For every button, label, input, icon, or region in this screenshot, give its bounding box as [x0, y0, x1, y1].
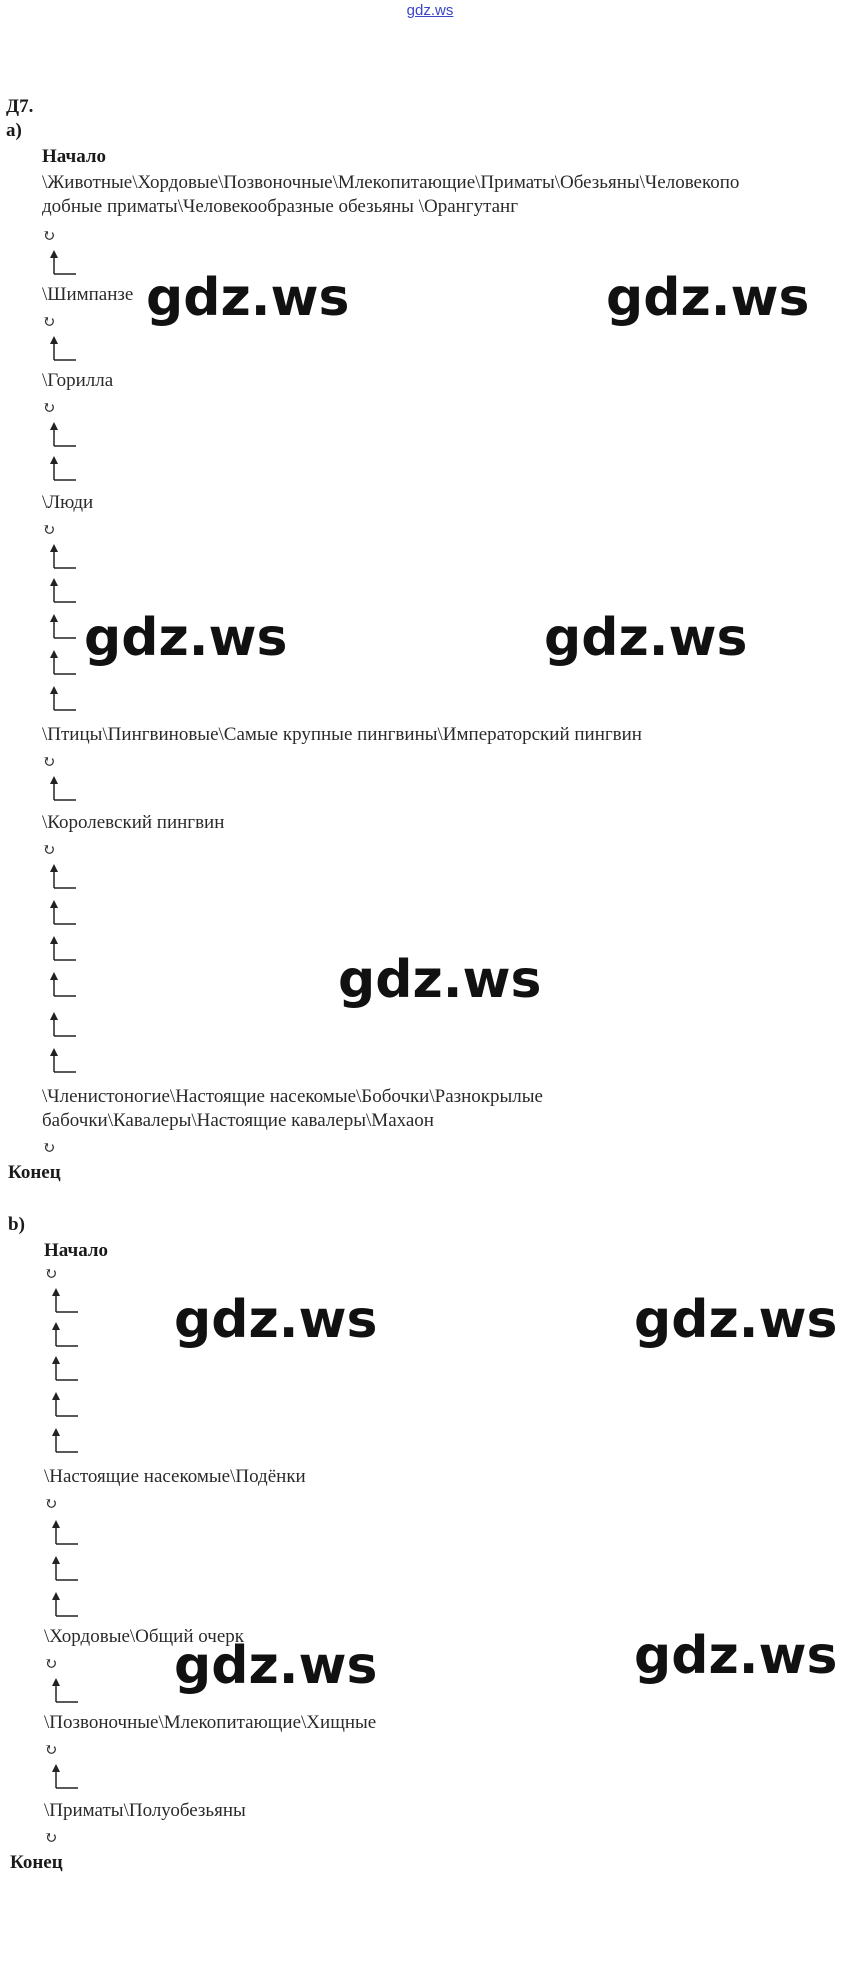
loop-icon: ↻	[42, 314, 56, 331]
loop-icon: ↻	[42, 842, 56, 859]
loop-icon: ↻	[44, 1496, 58, 1513]
part-a-line-1: \Животные\Хордовые\Позвоночные\Млекопитающие\Приматы\Обезьяны\Человекопо	[42, 172, 740, 193]
watermark: gdz.ws	[146, 268, 350, 328]
loop-icon: ↻	[42, 754, 56, 771]
watermark: gdz.ws	[634, 1626, 838, 1686]
return-arrow-icon	[46, 650, 76, 676]
watermark: gdz.ws	[338, 950, 542, 1010]
return-arrow-icon	[48, 1392, 78, 1418]
part-a-line-8: \Членистоногие\Настоящие насекомые\Бобочки\Разнокрылые	[42, 1086, 543, 1107]
task-label: Д7.	[6, 96, 34, 117]
part-b-line-4: \Приматы\Полуобезьяны	[44, 1800, 246, 1821]
loop-icon: ↻	[42, 400, 56, 417]
watermark: gdz.ws	[634, 1290, 838, 1350]
part-a-start: Начало	[42, 146, 107, 167]
return-arrow-icon	[46, 578, 76, 604]
part-b-line-3: \Позвоночные\Млекопитающие\Хищные	[44, 1712, 377, 1733]
part-b-end: Конец	[10, 1852, 63, 1873]
return-arrow-icon	[48, 1322, 78, 1348]
loop-icon: ↻	[44, 1656, 58, 1673]
part-a-line-3: \Шимпанзе	[42, 284, 134, 305]
part-b-start: Начало	[44, 1240, 109, 1261]
part-b-line-1: \Настоящие насекомые\Подёнки	[44, 1466, 306, 1487]
part-a-end: Конец	[8, 1162, 61, 1183]
site-link[interactable]: gdz.ws	[406, 2, 454, 19]
loop-icon: ↻	[42, 228, 56, 245]
return-arrow-icon	[48, 1592, 78, 1618]
return-arrow-icon	[46, 614, 76, 640]
return-arrow-icon	[48, 1764, 78, 1790]
return-arrow-icon	[46, 936, 76, 962]
watermark: gdz.ws	[174, 1290, 378, 1350]
loop-icon: ↻	[44, 1742, 58, 1759]
return-arrow-icon	[46, 422, 76, 448]
part-a-line-4: \Горилла	[42, 370, 114, 391]
return-arrow-icon	[46, 456, 76, 482]
return-arrow-icon	[46, 864, 76, 890]
watermark: gdz.ws	[544, 608, 748, 668]
return-arrow-icon	[48, 1288, 78, 1314]
part-a-line-7: \Королевский пингвин	[42, 812, 225, 833]
loop-icon: ↻	[42, 1140, 56, 1157]
return-arrow-icon	[48, 1678, 78, 1704]
return-arrow-icon	[48, 1556, 78, 1582]
return-arrow-icon	[46, 972, 76, 998]
return-arrow-icon	[46, 336, 76, 362]
return-arrow-icon	[46, 900, 76, 926]
return-arrow-icon	[46, 250, 76, 276]
watermark: gdz.ws	[174, 1636, 378, 1696]
return-arrow-icon	[46, 686, 76, 712]
return-arrow-icon	[46, 1048, 76, 1074]
return-arrow-icon	[48, 1520, 78, 1546]
return-arrow-icon	[48, 1428, 78, 1454]
part-b-label: b)	[8, 1214, 25, 1235]
return-arrow-icon	[48, 1356, 78, 1382]
loop-icon: ↻	[44, 1266, 58, 1283]
part-a-line-5: \Люди	[42, 492, 94, 513]
return-arrow-icon	[46, 776, 76, 802]
part-b-line-2: \Хордовые\Общий очерк	[44, 1626, 245, 1647]
part-a-line-2: добные приматы\Человекообразные обезьяны \Орангутанг	[42, 196, 519, 217]
return-arrow-icon	[46, 1012, 76, 1038]
part-a-line-9: бабочки\Кавалеры\Настоящие кавалеры\Махаон	[42, 1110, 434, 1131]
watermark: gdz.ws	[606, 268, 810, 328]
watermark: gdz.ws	[84, 608, 288, 668]
part-a-line-6: \Птицы\Пингвиновые\Самые крупные пингвины\Императорский пингвин	[42, 724, 642, 745]
return-arrow-icon	[46, 544, 76, 570]
loop-icon: ↻	[44, 1830, 58, 1847]
loop-icon: ↻	[42, 522, 56, 539]
part-a-label: а)	[6, 120, 22, 141]
